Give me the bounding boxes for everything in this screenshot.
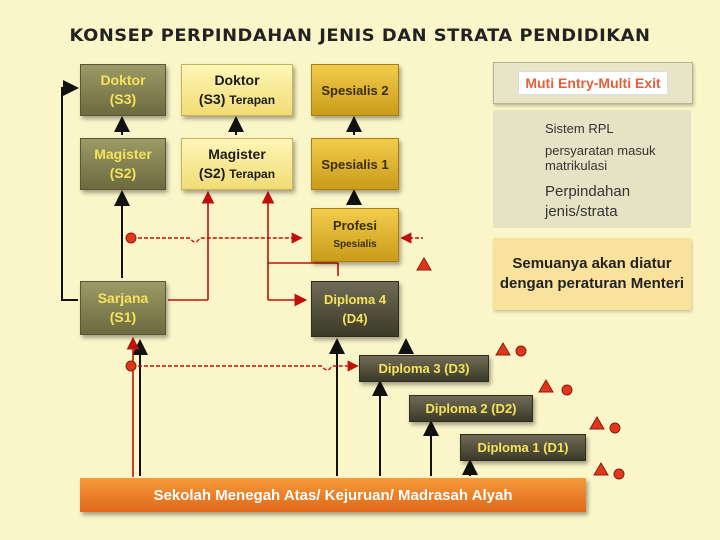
multi-entry-box: [493, 62, 693, 104]
spesialis2-label: Spesialis 2: [321, 82, 389, 98]
doktor-terapan-box: [181, 64, 293, 116]
spesialis2-box: [311, 64, 399, 116]
doktor-code: (S3): [109, 91, 137, 107]
legend-persyaratan: persyaratan masuk matrikulasi: [545, 143, 656, 173]
multi-entry-label: Muti Entry-Multi Exit: [518, 71, 667, 95]
spesialis1-label: Spesialis 1: [321, 156, 389, 172]
profesi-sub-label: Spesialis: [333, 239, 377, 250]
regulation-note: Semuanya akan diatur dengan peraturan Menteri: [493, 238, 691, 310]
diploma4-box: [311, 281, 399, 337]
diploma4-label: Diploma 4: [323, 292, 387, 307]
doktor-terapan-label: Doktor: [214, 71, 260, 88]
sarjana-code: (S1): [109, 309, 137, 325]
magister-terapan-suffix: Terapan: [229, 166, 276, 181]
diploma1-label: Diploma 1 (D1): [477, 440, 569, 455]
magister-code: (S2): [109, 165, 137, 181]
diploma3-box: [359, 355, 489, 382]
sarjana-label: Sarjana: [97, 290, 149, 306]
diploma1-box: [460, 434, 586, 461]
diploma2-box: [409, 395, 533, 422]
legend-rpl: Sistem RPL: [545, 121, 614, 136]
profesi-label: Profesi: [332, 218, 378, 233]
legend-perpindahan-line1: Perpindahan: [545, 183, 631, 200]
magister-terapan-code: (S2): [198, 164, 226, 181]
page-title: KONSEP PERPINDAHAN JENIS DAN STRATA PENDIDIKAN: [69, 26, 651, 46]
magister-label: Magister: [94, 146, 152, 162]
magister-terapan-box: [181, 138, 293, 190]
spesialis1-box: [311, 138, 399, 190]
sarjana-box: [80, 281, 166, 335]
doktor-terapan-code: (S3): [198, 90, 226, 107]
legend-panel: [493, 110, 691, 228]
doktor-label: Doktor: [100, 72, 146, 88]
diploma3-label: Diploma 3 (D3): [378, 361, 470, 376]
magister-box: [80, 138, 166, 190]
doktor-box: [80, 64, 166, 116]
doktor-terapan-suffix: Terapan: [229, 92, 276, 107]
profesi-box: [311, 208, 399, 262]
diploma4-code: (D4): [342, 311, 368, 326]
magister-terapan-label: Magister: [208, 145, 266, 162]
sekolah-menengah-bar: Sekolah Menegah Atas/ Kejuruan/ Madrasah Alyah: [80, 478, 586, 512]
legend-perpindahan-line2: jenis/strata: [545, 203, 618, 220]
diploma2-label: Diploma 2 (D2): [425, 401, 517, 416]
